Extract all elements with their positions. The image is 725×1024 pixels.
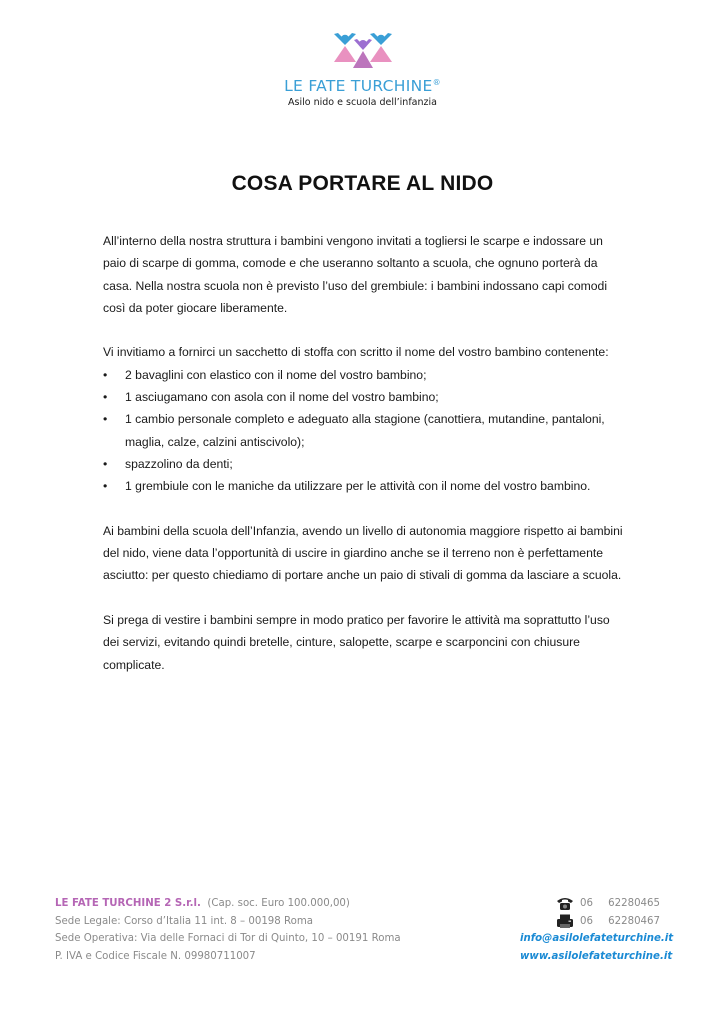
list-intro-paragraph: Vi invitiamo a fornirci un sacchetto di stoffa con scritto il nome del vostro bambino contenente: xyxy=(103,345,609,360)
company-line xyxy=(55,895,475,913)
brand-name xyxy=(0,77,725,95)
operative-seat: Sede Operativa: Via delle Fornaci di Tor di Quinto, 10 – 00191 Roma xyxy=(55,933,401,944)
fax-prefix: 06 xyxy=(580,915,593,927)
list-item xyxy=(103,386,623,408)
share-capital: (Cap. soc. Euro 100.000,00) xyxy=(207,898,350,909)
telephone-icon xyxy=(556,896,574,911)
fairies-logo-icon xyxy=(328,30,398,76)
list-item-text: 1 grembiule con le maniche da utilizzare per le attività con il nome del vostro bambino. xyxy=(125,479,591,494)
list-item xyxy=(103,364,623,386)
fax-icon xyxy=(556,914,574,929)
bullet-icon: • xyxy=(103,456,108,471)
phone-number: 62280465 xyxy=(608,898,660,909)
phone-prefix: 06 xyxy=(580,898,593,909)
logo xyxy=(0,30,725,76)
bullet-icon: • xyxy=(103,367,108,382)
intro-paragraph: All’interno della nostra struttura i bambini vengono invitati a togliersi le scarpe e indossare un paio di scarpe di gomma, comode e che useranno soltanto a scuola, che ognuno porterà da casa. Nella nostra scuola non è previsto l’uso del grembiule: i bambini indossano capi comodi così da poter giocare liberamente. xyxy=(103,234,608,315)
registered-mark: ® xyxy=(432,77,441,87)
company-name: LE FATE TURCHINE 2 S.r.l. xyxy=(55,898,201,909)
brand-tagline: Asilo nido e scuola dell’infanzia xyxy=(288,97,437,108)
list-item xyxy=(103,408,623,453)
website-link[interactable]: www.asilolefateturchine.it xyxy=(520,950,673,962)
document-body xyxy=(103,230,623,698)
page-title: COSA PORTARE AL NIDO xyxy=(231,172,494,195)
legal-seat: Sede Legale: Corso d’Italia 11 int. 8 – 00198 Roma xyxy=(55,915,314,927)
list-item-text: spazzolino da denti; xyxy=(125,456,233,471)
list-item-text: 1 cambio personale completo e adeguato alla stagione (canottiera, mutandine, pantaloni, maglia, calze, calzini antiscivolo); xyxy=(125,412,605,449)
list-item-text: 1 asciugamano con asola con il nome del vostro bambino; xyxy=(125,390,439,405)
bullet-icon: • xyxy=(103,479,108,494)
email-link[interactable]: info@asilolefateturchine.it xyxy=(520,933,674,944)
list-item xyxy=(103,453,623,475)
list-item-text: 2 bavaglini con elastico con il nome del vostro bambino; xyxy=(125,367,427,382)
clothing-paragraph: Si prega di vestire i bambini sempre in modo pratico per favorire le attività ma soprattutto l’uso dei servizi, evitando quindi bretelle, cinture, salopette, scarpe e scarponcini con chiusure complicate. xyxy=(103,613,610,672)
fax-number: 62280467 xyxy=(608,915,660,927)
footer-company-info xyxy=(55,895,475,965)
phone-row xyxy=(520,895,660,913)
list-item xyxy=(103,475,623,497)
vat-number: P. IVA e Codice Fiscale N. 09980711007 xyxy=(55,950,256,962)
footer-contacts xyxy=(520,895,674,965)
bullet-icon: • xyxy=(103,390,108,405)
bullet-icon: • xyxy=(103,412,108,427)
garden-paragraph: Ai bambini della scuola dell’Infanzia, avendo un livello di autonomia maggiore rispetto ai bambini del nido, viene data l’opportunità di uscire in giardino anche se il terreno non è perfettamente asciutto: per questo chiediamo di portare anche un paio di stivali di gomma da lasciare a scuola. xyxy=(103,523,623,583)
brand-name-text: LE FATE TURCHINE xyxy=(284,77,433,95)
items-list xyxy=(103,364,623,498)
fax-row xyxy=(520,913,660,931)
